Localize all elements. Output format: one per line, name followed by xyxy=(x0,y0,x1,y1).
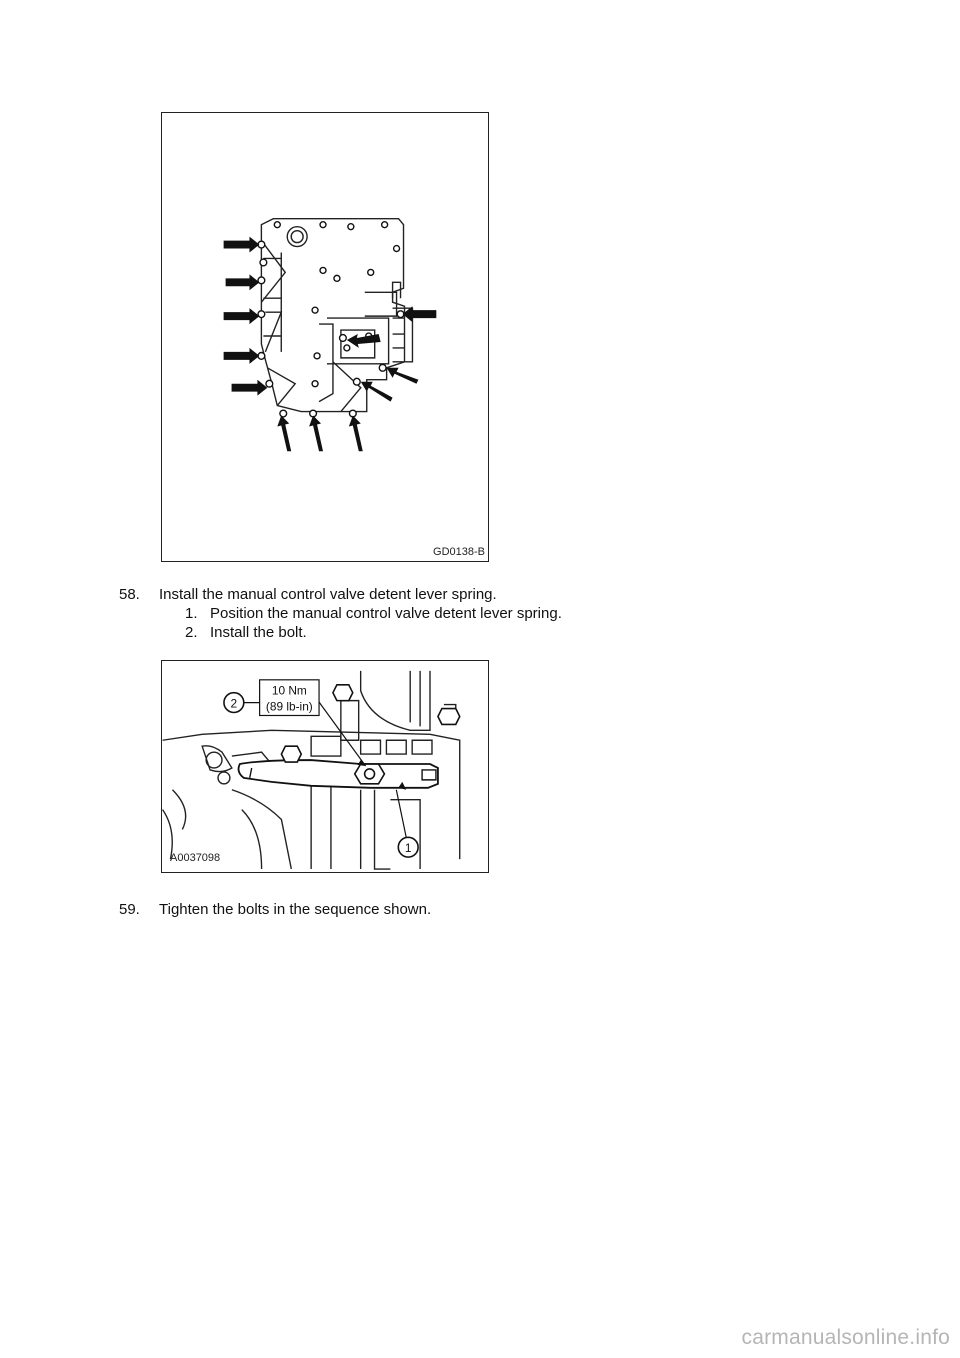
step-text: Install the manual control valve detent lever spring. xyxy=(159,586,497,603)
step-text: Tighten the bolts in the sequence shown. xyxy=(159,901,432,918)
step-number: 58. xyxy=(119,586,140,603)
substep-1 xyxy=(185,604,562,624)
substep-number: 2. xyxy=(185,624,198,641)
step-58 xyxy=(119,585,497,605)
valve-body-drawing xyxy=(162,113,488,561)
step-59 xyxy=(119,900,431,920)
substep-2 xyxy=(185,623,307,643)
callout-1: 1 xyxy=(404,841,412,856)
figure-code: GD0138-B xyxy=(433,546,485,558)
substep-number: 1. xyxy=(185,605,198,622)
substep-text: Install the bolt. xyxy=(210,624,307,641)
figure-valve-body-bolts xyxy=(161,112,489,562)
figure-code: A0037098 xyxy=(170,852,221,864)
torque-nm: 10 Nm xyxy=(271,683,307,698)
detent-spring-drawing xyxy=(162,661,488,872)
callout-2: 2 xyxy=(230,696,238,711)
torque-lbin: (89 lb-in) xyxy=(265,699,313,714)
watermark: carmanualsonline.info xyxy=(741,1326,950,1349)
figure-detent-lever-spring xyxy=(161,660,489,873)
step-number: 59. xyxy=(119,901,140,918)
substep-text: Position the manual control valve detent lever spring. xyxy=(210,605,562,622)
